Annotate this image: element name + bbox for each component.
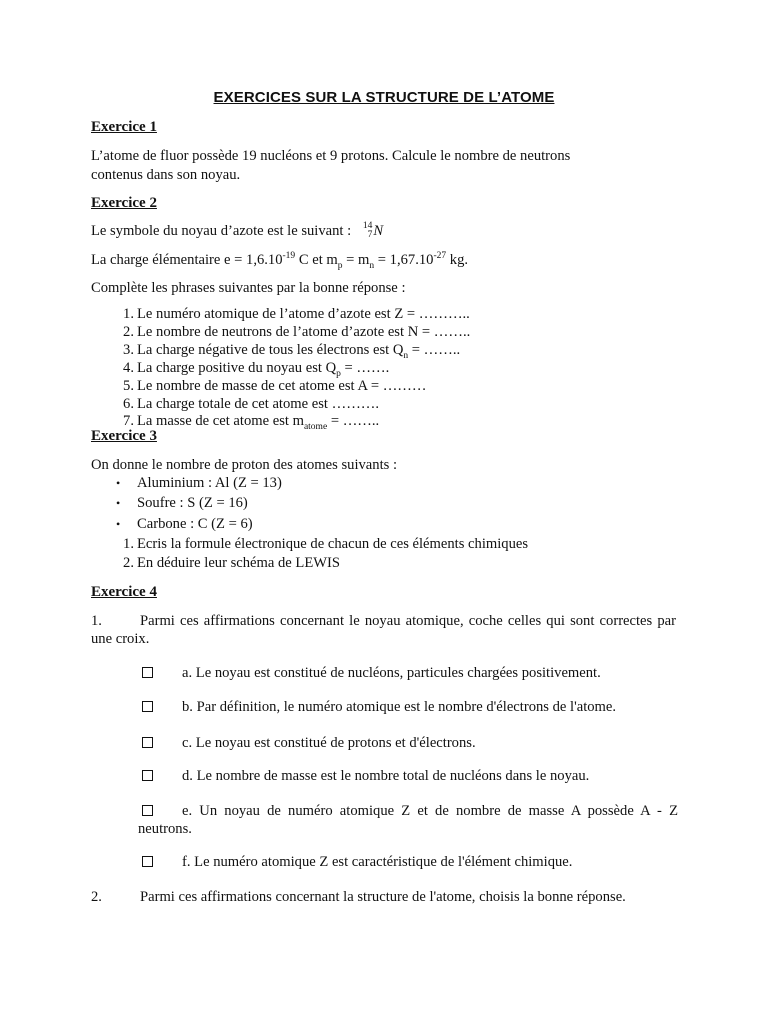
nuclide-element-symbol: N (373, 223, 384, 239)
exercise-3-intro: On donne le nombre de proton des atomes suivants : (91, 457, 398, 473)
exercise-4-heading: Exercice 4 (91, 584, 157, 600)
list-item (137, 359, 389, 377)
checkbox-a[interactable] (142, 667, 153, 678)
checkbox-d[interactable] (142, 770, 153, 781)
option-text: f. Le numéro atomique Z est caractéristique de l'élément chimique. (182, 854, 573, 870)
option-text: b. Par définition, le numéro atomique est le nombre d'électrons de l'atome. (182, 699, 617, 715)
list-item-text: La charge positive du noyau est Q (137, 360, 337, 376)
list-item (137, 377, 427, 395)
question-1-text-content: Parmi ces affirmations concernant le noyau atomique, coche celles qui sont correctes par une croix. (91, 613, 676, 647)
exercise-3-heading: Exercice 3 (91, 428, 157, 444)
list-item-text: Le numéro atomique de l’atome d’azote est Z = ……….. (137, 306, 470, 322)
checkbox-c[interactable] (142, 737, 153, 748)
charge-subscript-n: n (369, 260, 375, 271)
list-item-subscript: p (336, 368, 341, 379)
list-item (137, 305, 470, 323)
nuclide-mass-number: 14 (362, 221, 373, 231)
nitrogen-nuclide-symbol (363, 223, 383, 239)
charge-subscript-p: p (337, 260, 343, 271)
list-item-number: 1. (123, 306, 134, 322)
exercise-1-heading: Exercice 1 (91, 119, 157, 135)
list-item-text: Le nombre de masse de cet atome est A = ……… (137, 378, 427, 394)
element-list-item: Aluminium : Al (Z = 13) (137, 475, 282, 491)
list-item-text-after: = …….. (327, 413, 380, 429)
checkbox-b[interactable] (142, 701, 153, 712)
option-text: a. Le noyau est constitué de nucléons, particules chargées positivement. (182, 665, 601, 681)
list-item-number: 3. (123, 342, 134, 358)
list-item-subscript: atome (303, 421, 328, 432)
question-2-text (91, 888, 676, 906)
option-text: e. Un noyau de numéro atomique Z et de nombre de masse A possède A - Z neutrons. (138, 803, 678, 837)
task-number: 2. (123, 555, 134, 571)
checkbox-f[interactable] (142, 856, 153, 867)
charge-text-5: kg. (446, 252, 469, 268)
charge-exponent-2: -27 (433, 251, 447, 262)
list-item-number: 7. (123, 413, 134, 429)
page-title: EXERCICES SUR LA STRUCTURE DE L’ATOME (213, 89, 555, 106)
list-item-text: La charge négative de tous les électrons est Q (137, 342, 404, 358)
charge-exponent-1: -19 (282, 251, 296, 262)
task-text: Ecris la formule électronique de chacun de ces éléments chimiques (137, 536, 529, 552)
nuclide-atomic-number: 7 (367, 230, 373, 240)
question-2-text-content: Parmi ces affirmations concernant la structure de l'atome, choisis la bonne réponse. (140, 889, 626, 905)
list-item (137, 412, 379, 430)
task-number: 1. (123, 536, 134, 552)
nitrogen-symbol-text: Le symbole du noyau d’azote est le suivant : (91, 223, 352, 239)
charge-text-4: = 1,67.10 (374, 252, 434, 268)
exercise-2-heading: Exercice 2 (91, 195, 157, 211)
list-item-number: 5. (123, 378, 134, 394)
question-2-number: 2. (91, 889, 102, 905)
bullet-icon: • (116, 517, 121, 531)
list-item (137, 395, 379, 413)
bullet-icon: • (116, 476, 121, 490)
list-item-text: La charge totale de cet atome est ………. (137, 396, 380, 412)
elementary-charge-line (91, 251, 468, 269)
option-text: c. Le noyau est constitué de protons et d'électrons. (182, 735, 476, 751)
list-item-subscript: n (403, 350, 409, 361)
question-1-text (91, 612, 676, 648)
question-1-number: 1. (91, 613, 102, 629)
exercise-2-instruction: Complète les phrases suivantes par la bonne réponse : (91, 280, 406, 296)
option-text: d. Le nombre de masse est le nombre total de nucléons dans le noyau. (182, 768, 590, 784)
list-item-text-after: = …….. (408, 342, 461, 358)
nitrogen-symbol-line (91, 222, 383, 240)
list-item-text-after: = ……. (340, 360, 390, 376)
task-text: En déduire leur schéma de LEWIS (137, 555, 341, 571)
nuclide-numbers (363, 222, 373, 240)
charge-text-3: = m (342, 252, 370, 268)
exercise-1-text-line-1: L’atome de fluor possède 19 nucléons et 9 protons. Calcule le nombre de neutrons (91, 148, 571, 164)
list-item (137, 341, 460, 359)
list-item (137, 323, 470, 341)
element-list-item: Carbone : C (Z = 6) (137, 516, 253, 532)
list-item-number: 2. (123, 324, 134, 340)
exercise-1-text-line-2: contenus dans son noyau. (91, 167, 241, 183)
element-list-item: Soufre : S (Z = 16) (137, 495, 248, 511)
charge-text-2: C et m (295, 252, 338, 268)
list-item-text: Le nombre de neutrons de l’atome d’azote est N = …….. (137, 324, 471, 340)
charge-text-1: La charge élémentaire e = 1,6.10 (91, 252, 283, 268)
list-item-number: 4. (123, 360, 134, 376)
list-item-text: La masse de cet atome est m (137, 413, 304, 429)
bullet-icon: • (116, 496, 121, 510)
list-item-number: 6. (123, 396, 134, 412)
